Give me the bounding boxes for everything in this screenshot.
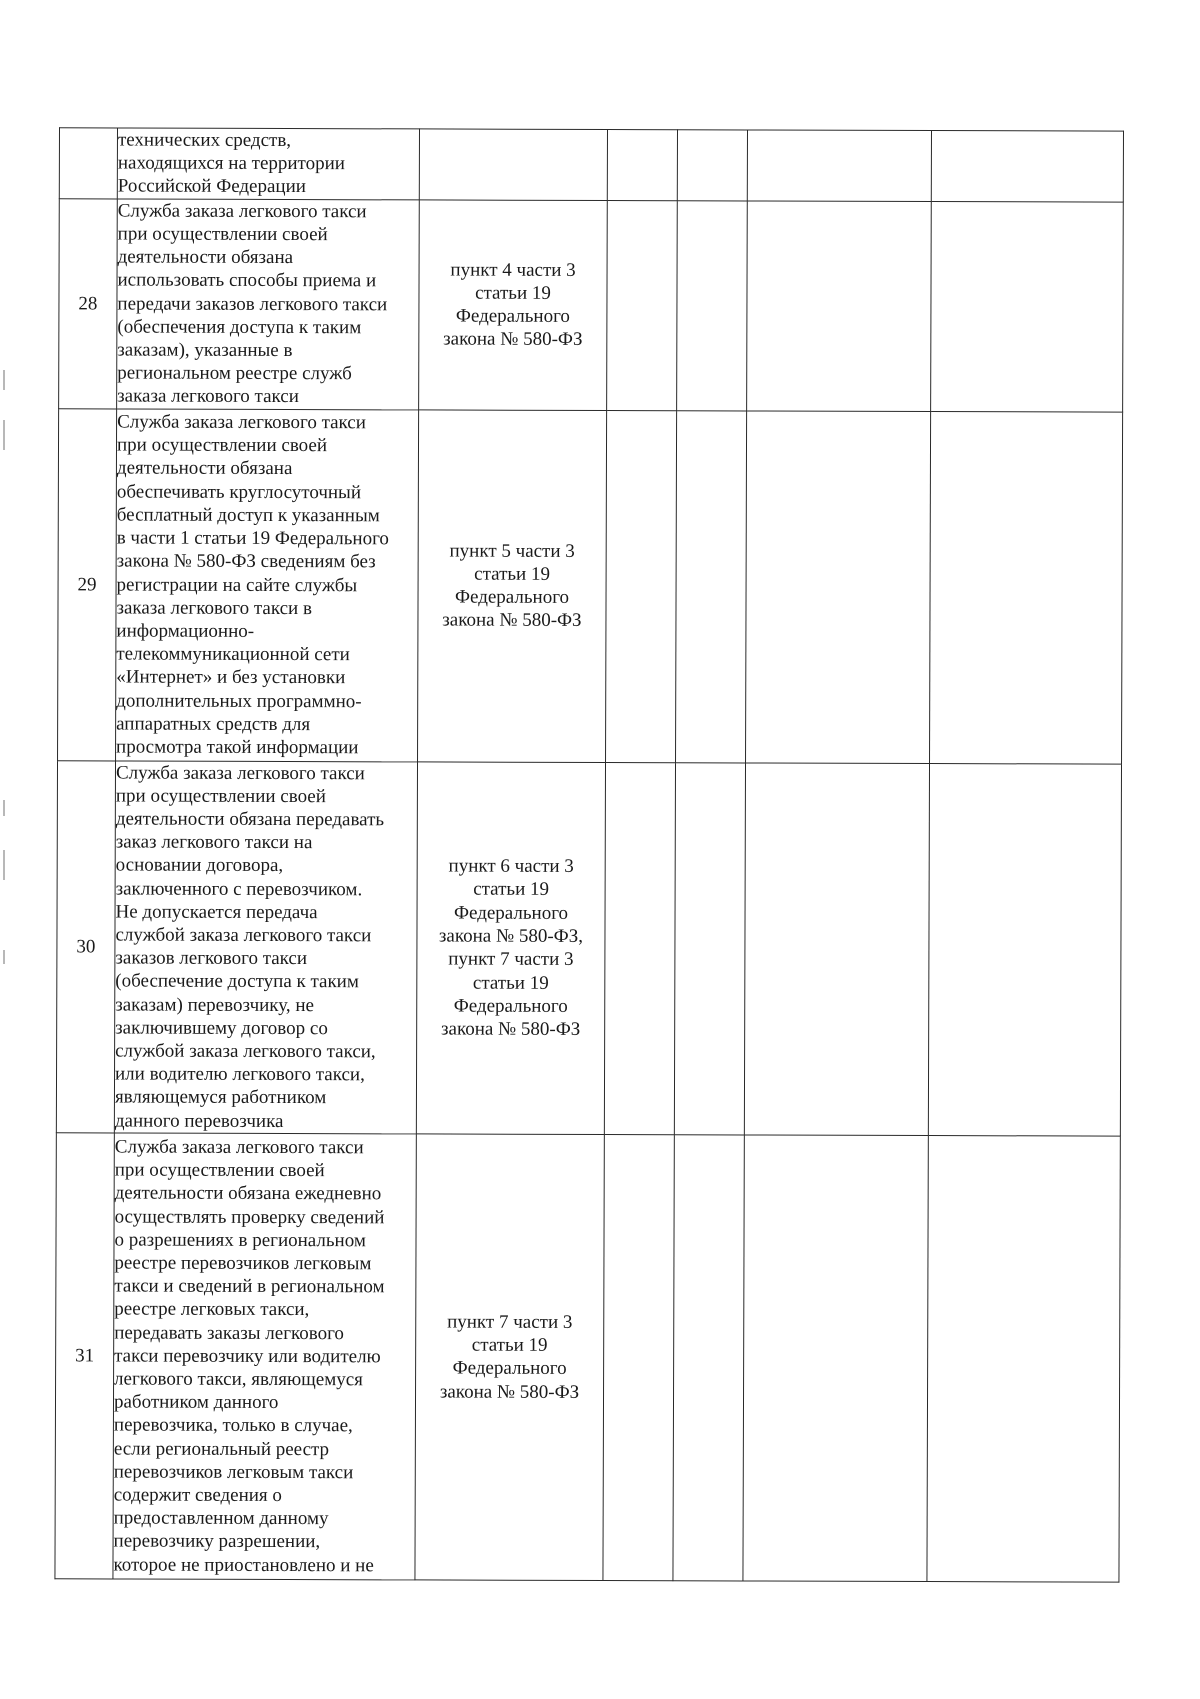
reference-line: Федерального [455, 305, 570, 328]
scan-margin-mark [3, 370, 5, 390]
empty-cell [673, 1135, 744, 1581]
requirement-line: обеспечивать круглосуточный [116, 481, 362, 503]
requirement-line: реестре легковых такси, [114, 1298, 310, 1321]
requirement-line: заказам), указанные в [117, 339, 293, 361]
requirement-line: заказа легкового такси в [116, 597, 312, 619]
reference-line: статьи 19 [472, 972, 549, 994]
requirement-line: осуществлять проверку сведений [114, 1206, 385, 1228]
reference-line: пункт 4 части 3 [450, 259, 576, 281]
legal-reference [419, 129, 607, 200]
empty-cell [607, 130, 677, 201]
requirement-line: или водителю легкового такси, [114, 1063, 365, 1086]
scan-margin-mark [3, 850, 5, 880]
requirement-text [113, 1133, 416, 1580]
requirement-line: заключенного с перевозчиком. [115, 878, 363, 900]
empty-cell [746, 411, 931, 764]
requirement-line: такси и сведений в региональном [114, 1275, 385, 1298]
requirement-line: содержит сведения о [113, 1484, 282, 1506]
requirement-line: основании договора, [115, 854, 284, 877]
requirement-line: (обеспечения доступа к таким [117, 316, 362, 338]
requirement-line: данного перевозчика [114, 1110, 284, 1132]
requirement-line: реестре перевозчиков легковым [114, 1252, 372, 1275]
requirement-line: деятельности обязана ежедневно [114, 1182, 382, 1205]
scan-margin-mark [3, 800, 5, 816]
reference-line: статьи 19 [473, 878, 550, 901]
requirement-text [117, 199, 420, 410]
reference-line: Федерального [453, 995, 568, 1017]
empty-cell [677, 200, 748, 410]
reference-line: статьи 19 [475, 282, 551, 304]
empty-cell [604, 762, 675, 1134]
table-row [55, 1133, 1120, 1582]
table-row [56, 760, 1121, 1136]
requirement-line: при осуществлении своей [114, 1159, 325, 1182]
requirement-line: телекоммуникационной сети [116, 643, 350, 666]
legal-reference [416, 762, 605, 1135]
legal-reference [418, 410, 607, 763]
requirement-line: Служба заказа легкового такси [114, 1136, 364, 1159]
empty-cell [603, 1134, 674, 1580]
empty-cell [931, 201, 1124, 412]
requirement-line: бесплатный доступ к указанным [116, 504, 380, 527]
requirement-text [117, 128, 419, 200]
requirement-line: Служба заказа легкового такси [117, 200, 367, 222]
empty-cell [927, 1135, 1120, 1582]
requirements-table [54, 127, 1124, 1582]
requirement-line: Служба заказа легкового такси [115, 762, 365, 784]
row-number [59, 128, 117, 199]
empty-cell [674, 762, 745, 1134]
requirement-line: службой заказа легкового такси [115, 924, 372, 947]
requirement-line: Российской Федерации [117, 175, 306, 198]
requirement-line: находящихся на территории [117, 152, 345, 175]
requirement-line: при осуществлении своей [116, 434, 328, 457]
reference-line: пункт 6 части 3 [448, 855, 574, 877]
table-row [59, 128, 1123, 202]
row-number: 28 [59, 198, 118, 408]
row-number: 31 [55, 1133, 114, 1579]
requirement-line: аппаратных средств для [116, 713, 311, 735]
requirement-line: заключившему договор со [115, 1017, 328, 1039]
empty-cell [928, 763, 1121, 1136]
requirement-line: просмотра такой информации [116, 736, 359, 759]
requirement-line: о разрешениях в региональном [114, 1229, 366, 1252]
reference-line: Федерального [453, 902, 569, 924]
scan-margin-mark [3, 950, 5, 964]
table-row [59, 198, 1124, 411]
requirement-line: работником данного [113, 1391, 279, 1414]
requirement-line: службой заказа легкового такси, [115, 1040, 376, 1063]
requirement-line: заказа легкового такси [117, 385, 299, 408]
reference-line: закона № 580-ФЗ [439, 1381, 580, 1403]
requirement-line: при осуществлении своей [115, 785, 326, 807]
requirement-line: предоставленном данному [113, 1507, 329, 1530]
empty-cell [677, 130, 747, 201]
requirement-text [116, 409, 419, 762]
requirement-line: технических средств, [117, 129, 292, 152]
reference-line: закона № 580-ФЗ [442, 609, 582, 632]
requirement-line: Не допускается передача [115, 901, 318, 923]
requirement-line: регистрации на сайте службы [116, 573, 358, 596]
reference-line: статьи 19 [474, 563, 551, 585]
requirement-line: дополнительных программно- [116, 689, 362, 712]
reference-line: статьи 19 [471, 1334, 548, 1356]
requirement-line: заказов легкового такси [115, 947, 308, 970]
reference-line: пункт 5 части 3 [449, 540, 575, 562]
requirement-line: деятельности обязана [116, 457, 293, 480]
legal-reference [419, 200, 608, 411]
requirement-line: передавать заказы легкового [114, 1322, 345, 1344]
scan-margin-mark [3, 420, 5, 450]
requirement-line: если региональный реестр [113, 1438, 330, 1460]
table-row [58, 408, 1123, 763]
requirement-line: региональном реестре служб [117, 362, 352, 385]
empty-cell [930, 411, 1123, 764]
requirement-line: заказ легкового такси на [115, 831, 313, 854]
requirement-line: при осуществлении своей [117, 223, 328, 246]
requirement-line: Служба заказа легкового такси [117, 411, 366, 434]
empty-cell [744, 763, 929, 1136]
requirement-line: легкового такси, являющемуся [114, 1368, 363, 1391]
requirement-line: такси перевозчику или водителю [114, 1345, 381, 1368]
requirement-line: являющемуся работником [114, 1086, 327, 1109]
requirement-line: заказам) перевозчику, не [115, 994, 315, 1016]
requirement-line: которое не приостановлено и не [113, 1554, 374, 1576]
table-body [55, 128, 1124, 1582]
requirement-line: использовать способы приема и [117, 269, 377, 292]
requirement-line: перевозчика, только в случае, [113, 1414, 353, 1437]
requirement-line: информационно- [116, 620, 255, 642]
empty-cell [743, 1135, 928, 1582]
row-number: 29 [58, 408, 117, 760]
requirement-text [114, 761, 417, 1134]
reference-line: Федерального [452, 1357, 567, 1380]
reference-line: Федерального [454, 586, 570, 609]
requirement-line: закона № 580-ФЗ сведениям без [116, 550, 376, 573]
empty-cell [931, 131, 1123, 202]
reference-line: пункт 7 части 3 [448, 948, 574, 971]
empty-cell [747, 130, 931, 201]
requirement-line: (обеспечение доступа к таким [115, 970, 359, 993]
legal-reference [415, 1134, 604, 1581]
row-number: 30 [56, 760, 115, 1132]
reference-line: закона № 580-ФЗ [440, 1018, 581, 1041]
empty-cell [676, 410, 747, 762]
reference-line: закона № 580-ФЗ, [438, 925, 584, 947]
requirement-line: в части 1 статьи 19 Федерального [116, 527, 389, 550]
reference-line: закона № 580-ФЗ [443, 328, 583, 351]
empty-cell [606, 410, 677, 762]
requirement-line: перевозчику разрешении, [113, 1530, 321, 1553]
empty-cell [607, 200, 678, 410]
requirement-line: передачи заказов легкового такси [117, 292, 388, 315]
requirement-line: «Интернет» и без установки [116, 666, 346, 689]
reference-line: пункт 7 части 3 [447, 1311, 573, 1333]
requirement-line: деятельности обязана передавать [115, 808, 385, 831]
requirement-line: деятельности обязана [117, 246, 294, 269]
empty-cell [747, 201, 932, 412]
requirement-line: перевозчиков легковым такси [113, 1461, 354, 1483]
